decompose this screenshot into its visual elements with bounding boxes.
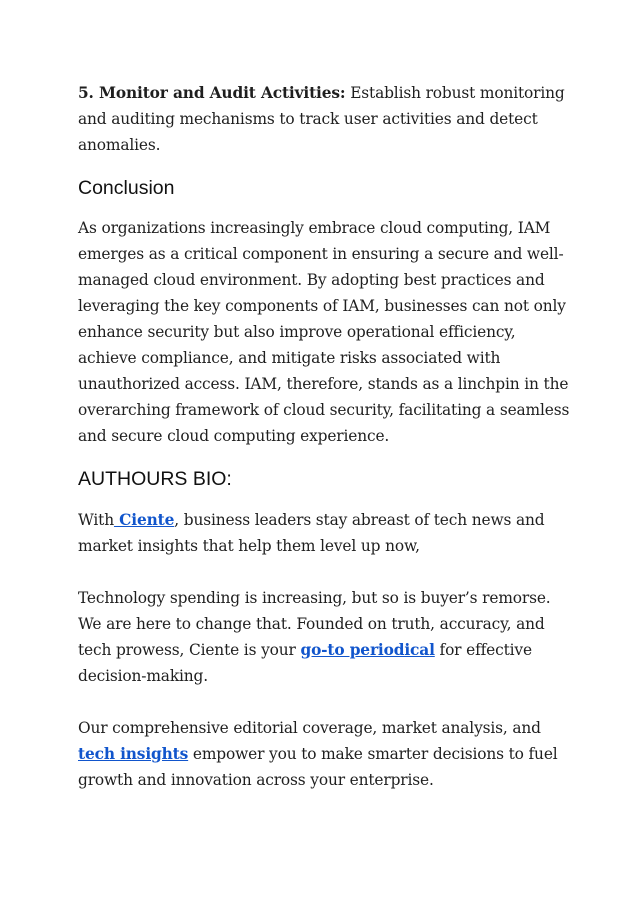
document-page bbox=[78, 80, 578, 793]
bio-paragraph-2 bbox=[78, 585, 578, 689]
bio-p1-suffix: , business leaders stay abreast of tech news and market insights that help them level up now, bbox=[78, 511, 545, 555]
conclusion-heading: Conclusion bbox=[78, 177, 175, 199]
bio-p3-prefix: Our comprehensive editorial coverage, market analysis, and bbox=[78, 719, 541, 737]
tech-insights-link[interactable]: tech insights bbox=[78, 745, 189, 763]
bio-p2-prefix: Technology spending is increasing, but so is buyer’s remorse. We are here to change that. Founded on truth, accuracy, and tech prowess, Ciente is your bbox=[78, 589, 551, 659]
monitor-audit-text: Establish robust monitoring and auditing mechanisms to track user activities and detect anomalies. bbox=[78, 84, 565, 154]
bio-p3-suffix: empower you to make smarter decisions to fuel growth and innovation across your enterprise. bbox=[78, 745, 558, 789]
bio-p1-prefix: With bbox=[78, 511, 114, 529]
bio-paragraph-1 bbox=[78, 507, 578, 559]
author-bio-heading: AUTHOURS BIO: bbox=[78, 468, 232, 490]
bio-paragraph-3 bbox=[78, 715, 578, 793]
ciente-link[interactable]: Ciente bbox=[113, 511, 175, 529]
monitor-audit-label: 5. Monitor and Audit Activities: bbox=[78, 84, 346, 102]
monitor-audit-paragraph bbox=[78, 80, 578, 158]
go-to-periodical-link[interactable]: go-to periodical bbox=[300, 641, 435, 659]
conclusion-paragraph: As organizations increasingly embrace cloud computing, IAM emerges as a critical component in ensuring a secure and well-managed cloud environment. By adopting best practices and leveraging the key components of IAM, businesses can not only enhance security but also improve operational efficiency, achieve compliance, and mitigate risks associated with unauthorized access. IAM, therefore, stands as a linchpin in the overarching framework of cloud security, facilitating a seamless and secure cloud computing experience. bbox=[78, 219, 570, 445]
bio-p2-suffix: for effective decision-making. bbox=[78, 641, 532, 685]
